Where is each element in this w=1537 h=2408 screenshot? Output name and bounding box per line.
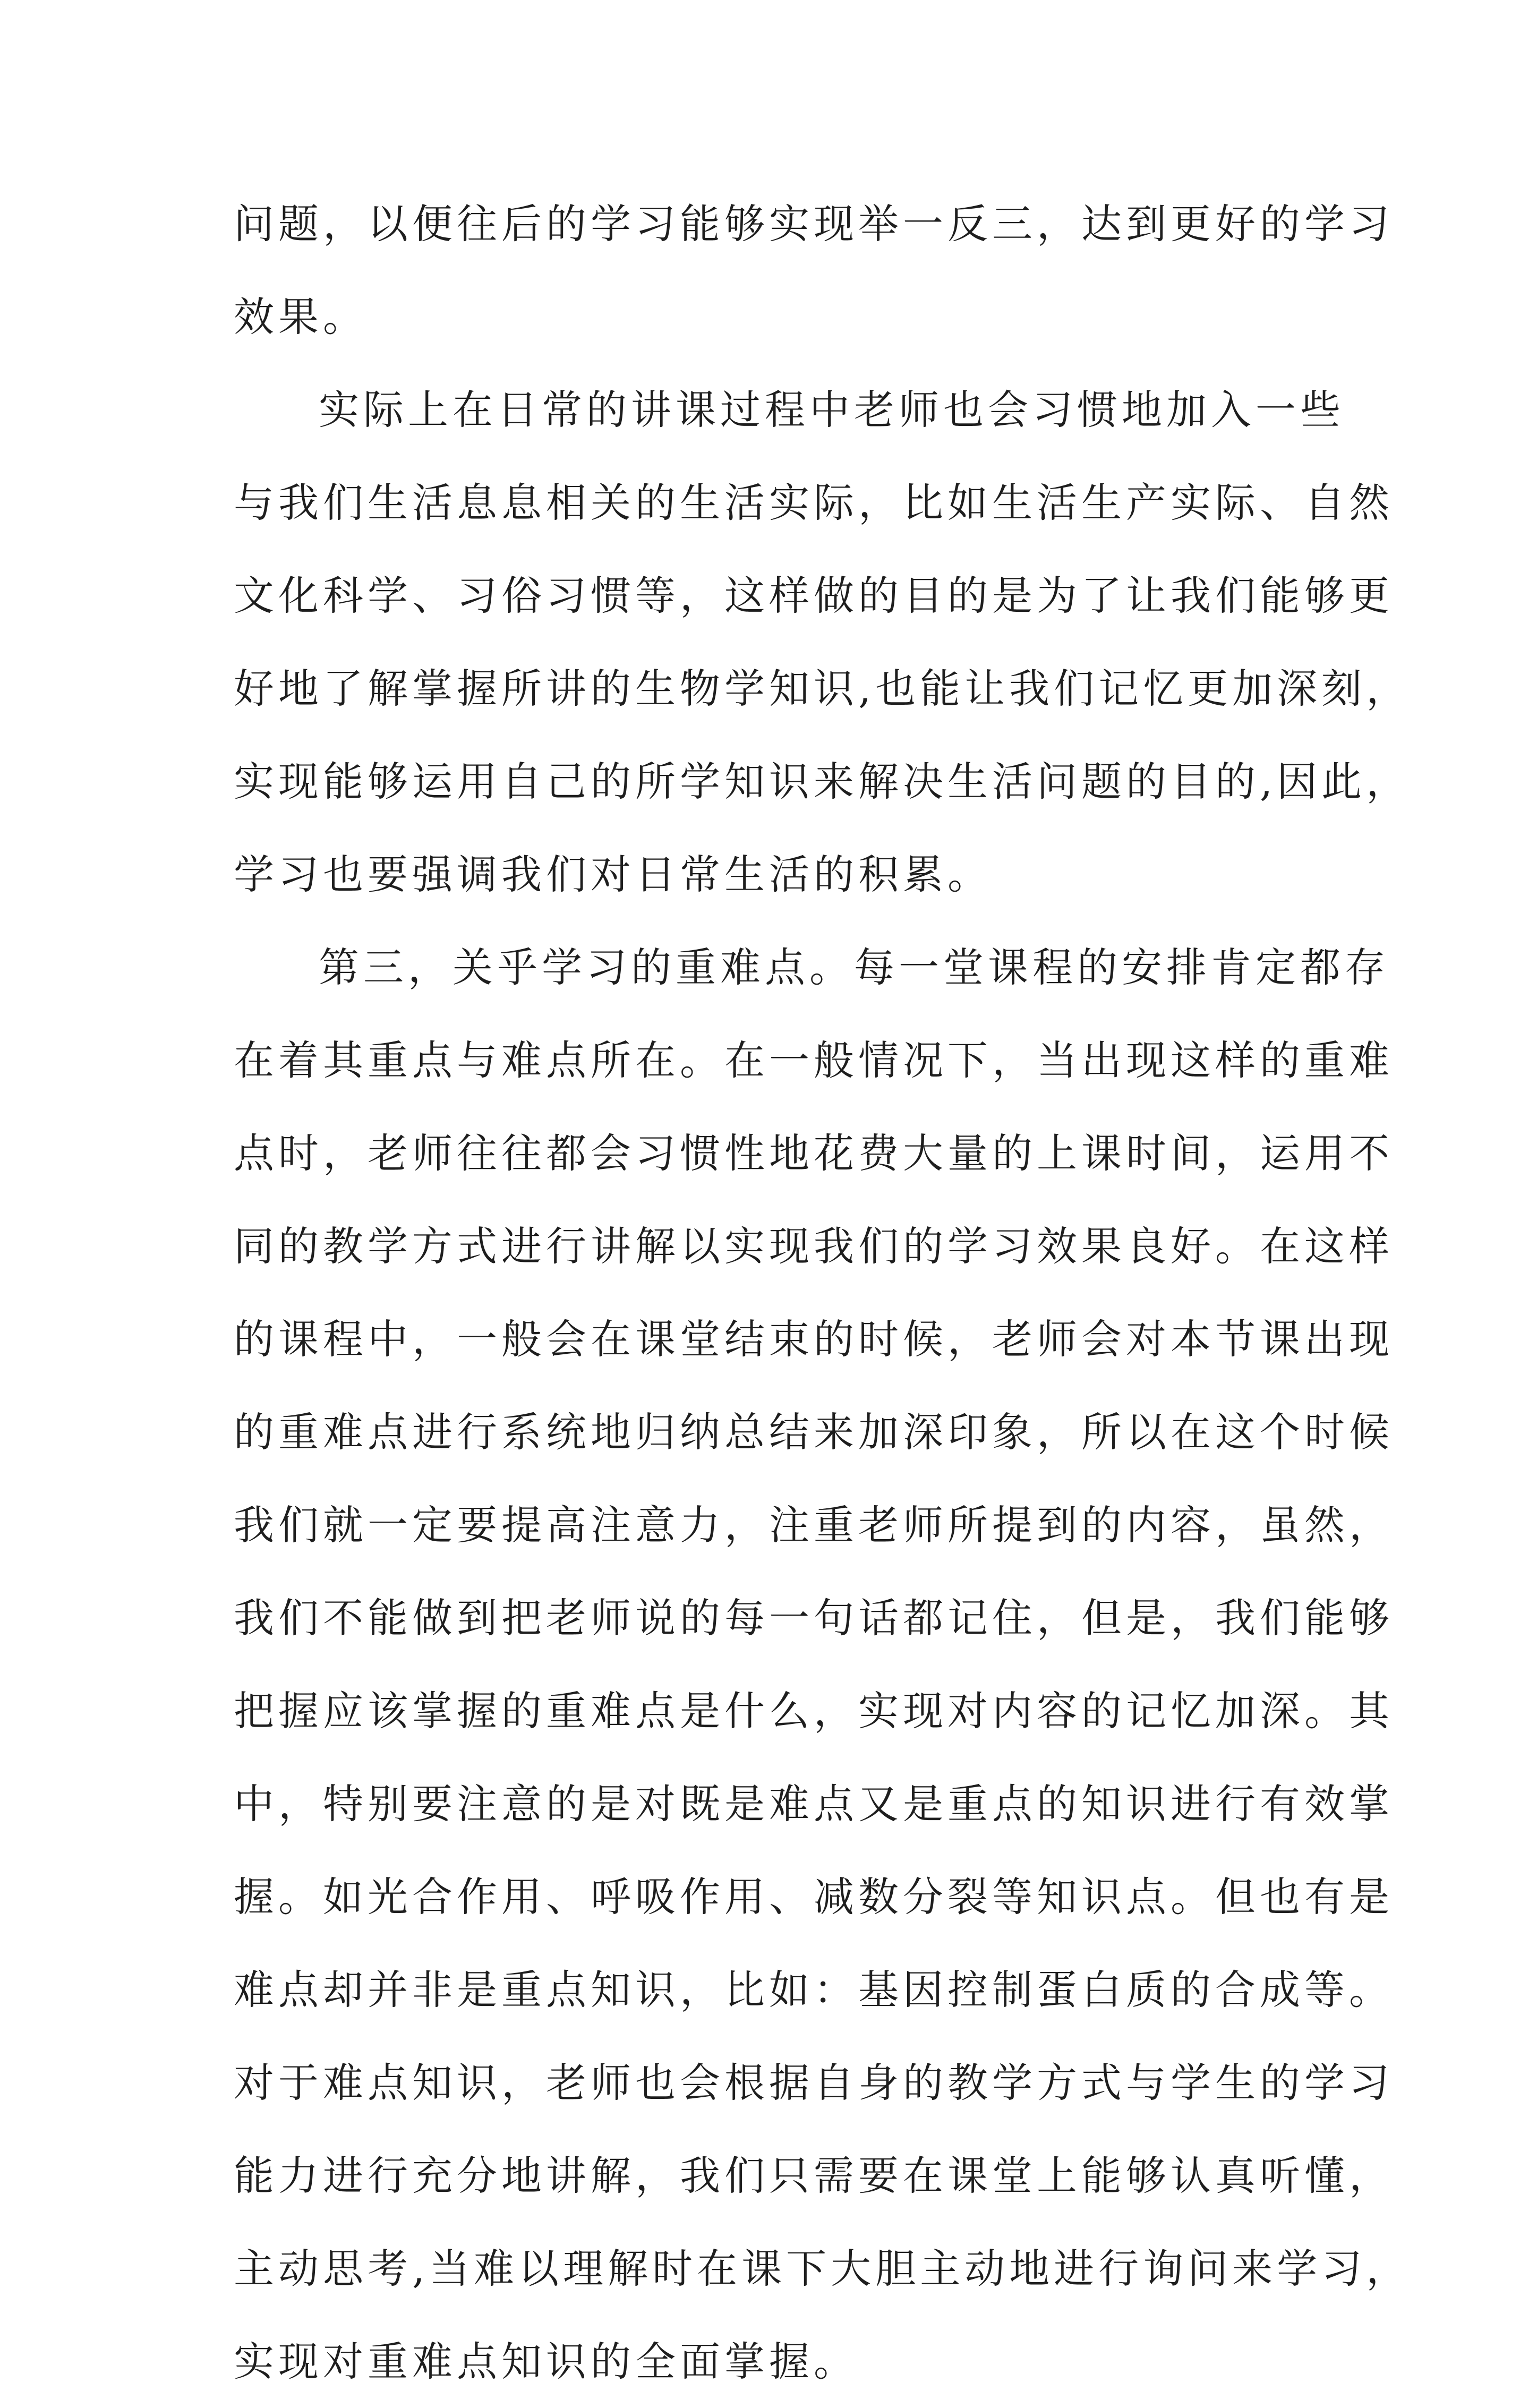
text-line: 效果。 (234, 293, 368, 340)
text-line: 难点却并非是重点知识，比如：基因控制蛋白质的合成等。 (234, 1966, 1394, 2013)
text-line: 问题，以便往后的学习能够实现举一反三，达到更好的学习 (234, 200, 1394, 247)
text-line: 能力进行充分地讲解，我们只需要在课堂上能够认真听懂， (234, 2152, 1394, 2199)
text-line: 学习也要强调我们对日常生活的积累。 (234, 851, 992, 898)
paragraph-3 (234, 921, 1411, 2408)
text-line: 好地了解掌握所讲的生物学知识,也能让我们记忆更加深刻， (234, 665, 1411, 712)
text-line: 主动思考,当难以理解时在课下大胆主动地进行询问来学习， (234, 2245, 1411, 2292)
text-line: 我们不能做到把老师说的每一句话都记住，但是，我们能够 (234, 1594, 1394, 1642)
text-line: 实现对重难点知识的全面掌握。 (234, 2338, 858, 2385)
text-line: 与我们生活息息相关的生活实际，比如生活生产实际、自然 (234, 479, 1394, 526)
text-line: 的课程中，一般会在课堂结束的时候，老师会对本节课出现 (234, 1316, 1394, 1363)
text-line: 实现能够运用自己的所学知识来解决生活问题的目的,因此， (234, 758, 1411, 805)
text-line: 中，特别要注意的是对既是难点又是重点的知识进行有效掌 (234, 1780, 1394, 1828)
paragraph-2 (234, 363, 1411, 921)
paragraph-1 (234, 177, 1394, 363)
text-line: 文化科学、习俗习惯等，这样做的目的是为了让我们能够更 (234, 572, 1394, 619)
text-line: 在着其重点与难点所在。在一般情况下，当出现这样的重难 (234, 1037, 1394, 1084)
text-line: 的重难点进行系统地归纳总结来加深印象，所以在这个时候 (234, 1408, 1394, 1456)
text-line: 同的教学方式进行讲解以实现我们的学习效果良好。在这样 (234, 1223, 1394, 1270)
text-line: 对于难点知识，老师也会根据自身的教学方式与学生的学习 (234, 2059, 1394, 2106)
text-line: 握。如光合作用、呼吸作用、减数分裂等知识点。但也有是 (234, 1873, 1394, 1920)
text-line: 我们就一定要提高注意力，注重老师所提到的内容，虽然， (234, 1501, 1394, 1549)
body-text (234, 177, 1411, 2408)
text-line: 把握应该掌握的重难点是什么，实现对内容的记忆加深。其 (234, 1687, 1394, 1735)
text-line: 实际上在日常的讲课过程中老师也会习惯地加入一些 (319, 386, 1345, 433)
text-line: 第三，关乎学习的重难点。每一堂课程的安排肯定都存 (319, 944, 1389, 991)
text-line: 点时，老师往往都会习惯性地花费大量的上课时间，运用不 (234, 1130, 1394, 1177)
